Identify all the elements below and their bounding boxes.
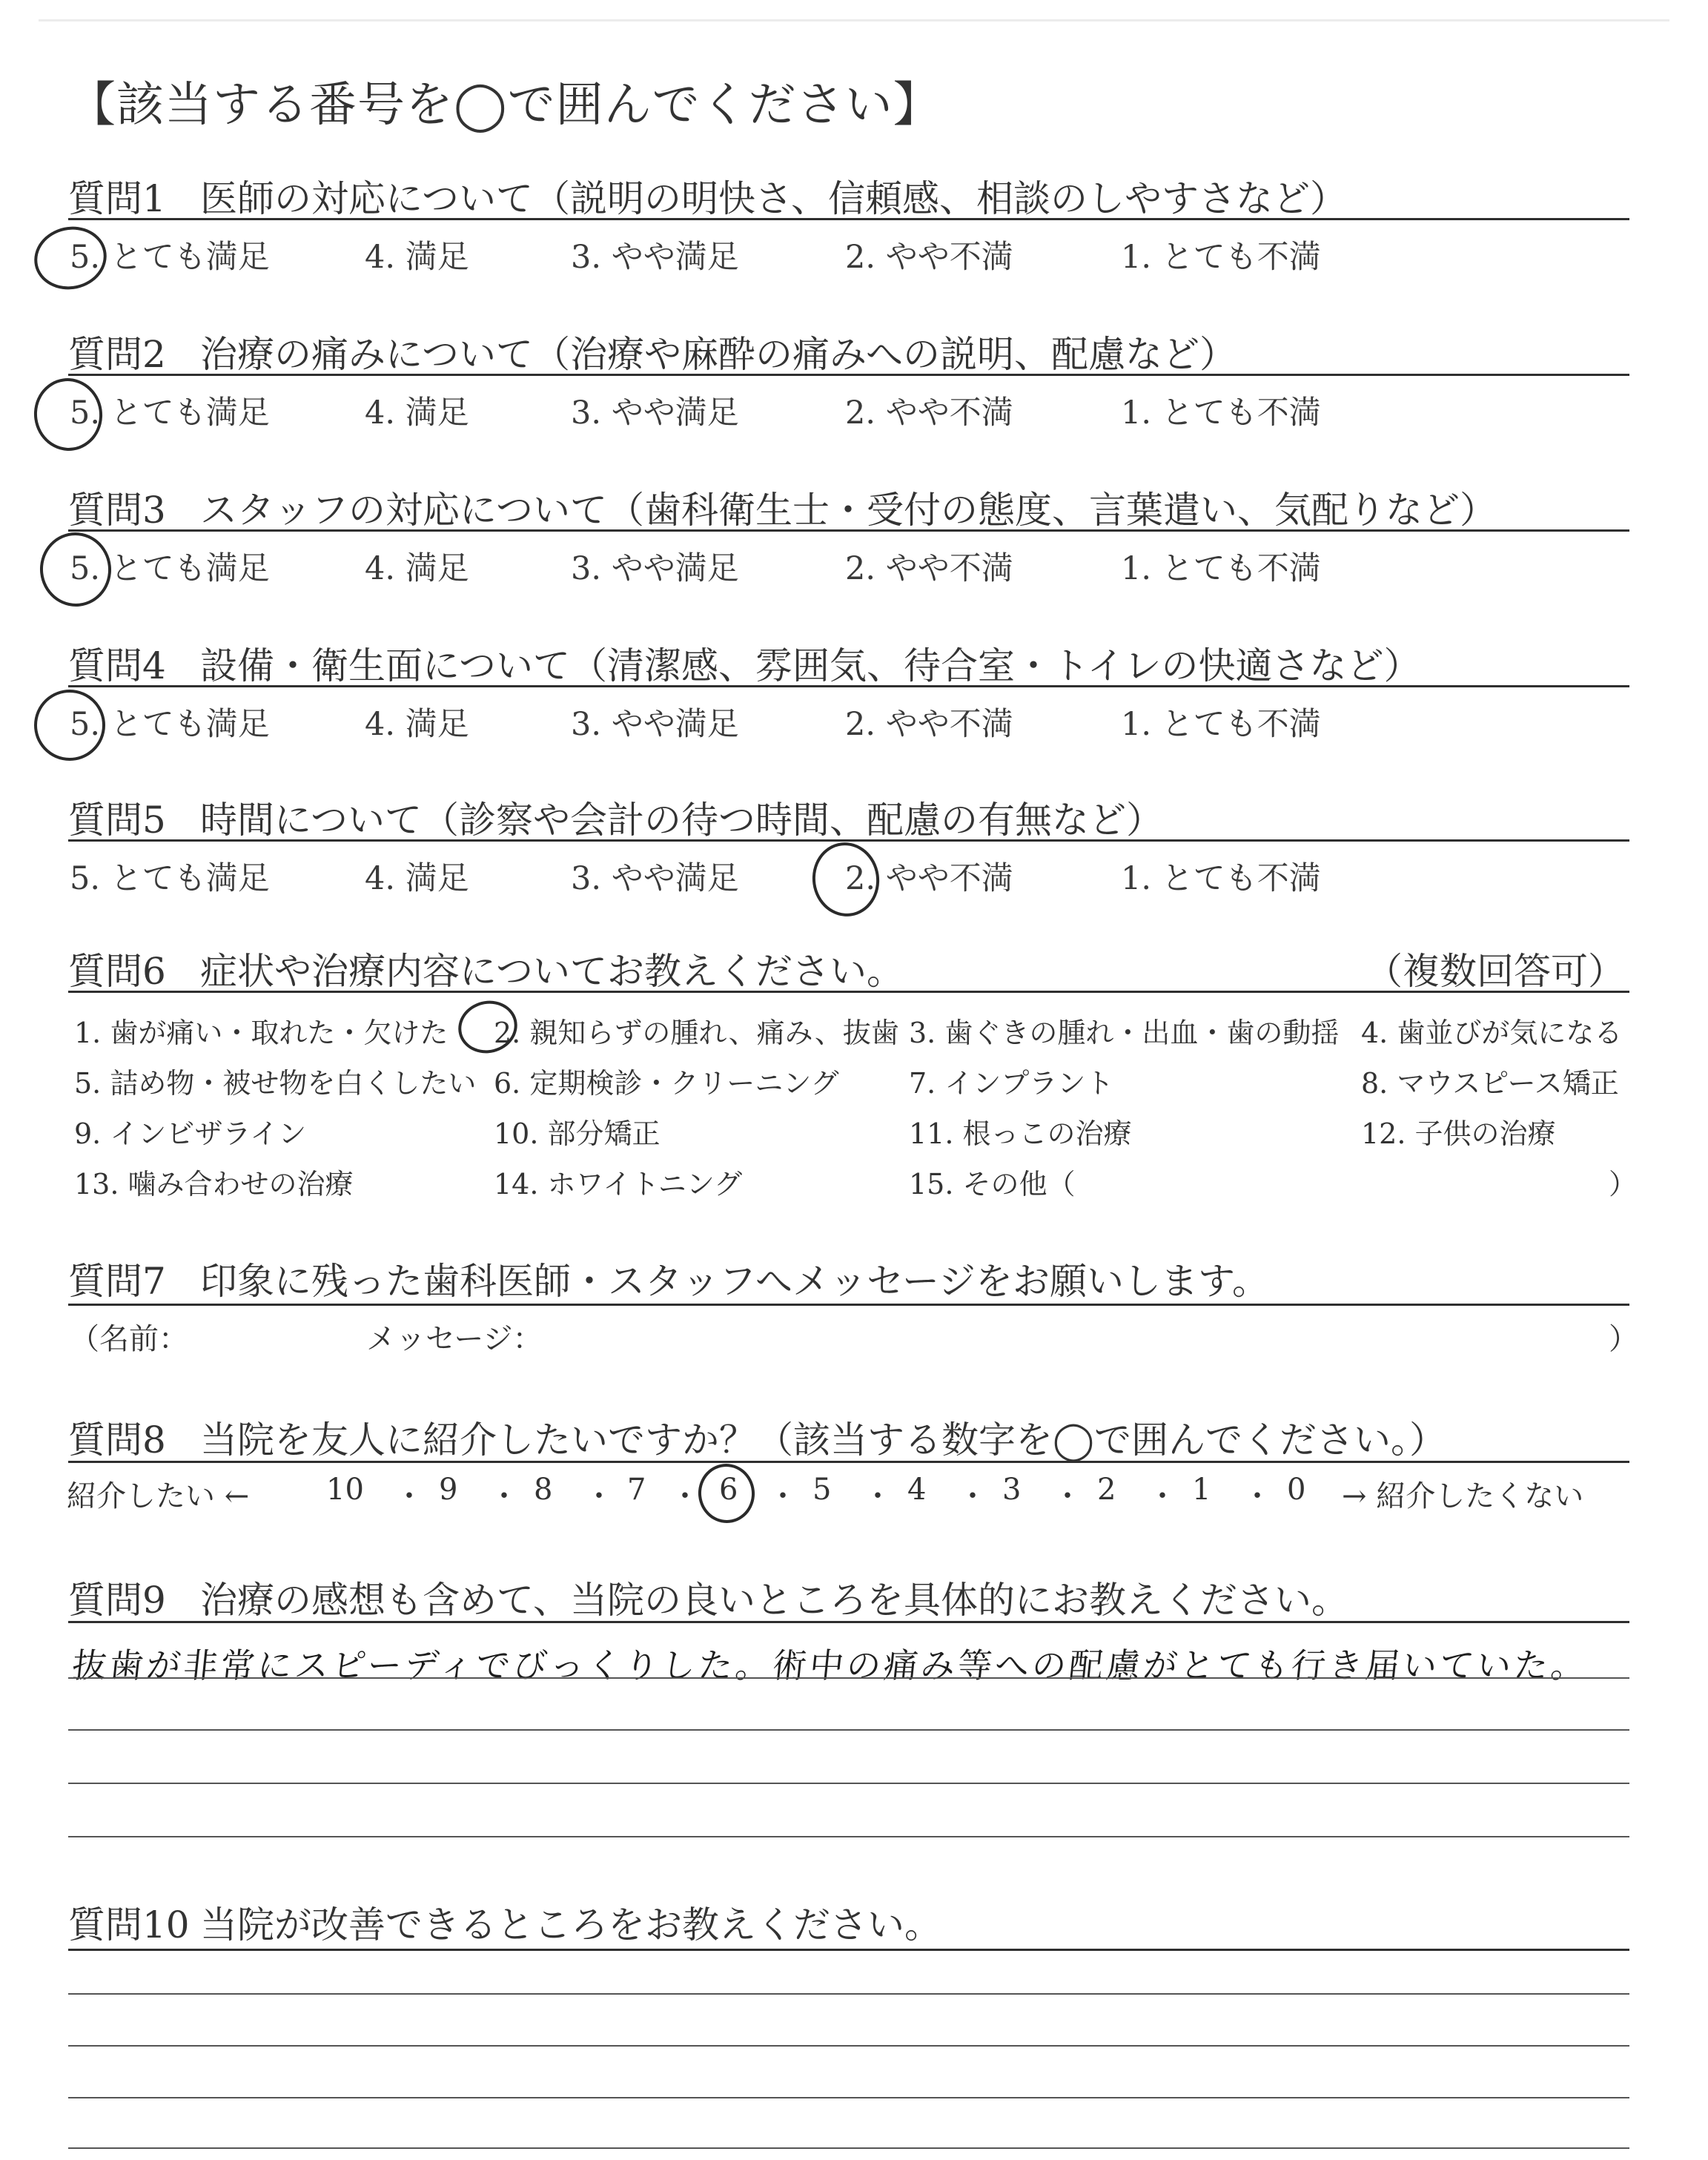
symptom-option-1[interactable]: 1. 歯が痛い・取れた・欠けた	[74, 1017, 448, 1049]
scale-option-8[interactable]: 8	[534, 1473, 553, 1507]
scale-option-1[interactable]: 1	[1192, 1473, 1211, 1507]
option-2[interactable]: 2. やや不満	[845, 239, 1013, 276]
question-number: 質問9	[68, 1579, 166, 1622]
question-rule	[68, 374, 1629, 376]
recommend-left-label: 紹介したい ←	[67, 1479, 250, 1513]
question-text: 症状や治療内容についてお教えください。	[200, 950, 904, 993]
answer-line	[68, 1677, 1629, 1679]
scale-separator: ・	[584, 1479, 614, 1513]
top-border	[39, 19, 1669, 22]
symptom-option-5[interactable]: 5. 詰め物・被せ物を白くしたい	[74, 1067, 477, 1100]
scale-option-7[interactable]: 7	[627, 1473, 646, 1507]
scale-separator: ・	[768, 1479, 798, 1513]
option-3[interactable]: 3. やや満足	[571, 860, 739, 897]
option-4[interactable]: 4. 満足	[365, 550, 469, 587]
option-3[interactable]: 3. やや満足	[571, 706, 739, 743]
answer-line	[68, 2147, 1629, 2149]
answer-line	[68, 2045, 1629, 2047]
symptom-option-12[interactable]: 12. 子供の治療	[1361, 1117, 1556, 1150]
symptom-option-13[interactable]: 13. 噛み合わせの治療	[74, 1168, 354, 1200]
option-4[interactable]: 4. 満足	[365, 860, 469, 897]
message-close-paren: ）	[1609, 1322, 1638, 1356]
question-number: 質問8	[68, 1418, 166, 1462]
selection-circle-mark	[807, 838, 884, 921]
option-1[interactable]: 1. とても不満	[1121, 860, 1321, 897]
scale-separator: ・	[863, 1479, 893, 1513]
scale-separator: ・	[489, 1479, 519, 1513]
question-text: 設備・衛生面について（清潔感、雰囲気、待合室・トイレの快適さなど）	[200, 644, 1421, 687]
question-rule	[68, 1304, 1629, 1306]
scale-option-4[interactable]: 4	[907, 1473, 927, 1507]
symptom-option-3[interactable]: 3. 歯ぐきの腫れ・出血・歯の動揺	[909, 1017, 1340, 1049]
answer-line	[68, 1836, 1629, 1837]
handwritten-answer: 抜歯が非常にスピーディでびっくりした。術中の痛み等への配慮がとても行き届いていた。	[70, 1645, 1591, 1685]
option-2[interactable]: 2. やや不満	[845, 860, 1013, 897]
option-3[interactable]: 3. やや満足	[571, 239, 739, 276]
scale-separator: ・	[1148, 1479, 1177, 1513]
symptom-option-7[interactable]: 7. インプラント	[909, 1067, 1114, 1100]
option-1[interactable]: 1. とても不満	[1121, 394, 1321, 432]
question-number: 質問1	[68, 177, 166, 220]
scale-option-10[interactable]: 10	[326, 1473, 364, 1507]
scale-separator: ・	[1053, 1479, 1082, 1513]
question-rule	[68, 1949, 1629, 1951]
option-4[interactable]: 4. 満足	[365, 394, 469, 432]
question-text: 印象に残った歯科医師・スタッフへメッセージをお願いします。	[200, 1260, 1269, 1303]
scale-option-3[interactable]: 3	[1002, 1473, 1022, 1507]
scale-separator: ・	[958, 1479, 987, 1513]
scale-option-0[interactable]: 0	[1287, 1473, 1306, 1507]
question-rule	[68, 218, 1629, 220]
scale-option-6[interactable]: 6	[719, 1473, 738, 1507]
symptom-option-4[interactable]: 4. 歯並びが気になる	[1361, 1017, 1623, 1049]
option-5[interactable]: 5. とても満足	[70, 550, 270, 587]
question-text: 当院を友人に紹介したいですか？（該当する数字を◯で囲んでください。）	[200, 1418, 1446, 1462]
option-5[interactable]: 5. とても満足	[70, 239, 270, 276]
question-number: 質問7	[68, 1260, 166, 1303]
message-label: メッセージ：	[366, 1322, 543, 1356]
symptom-option-6[interactable]: 6. 定期検診・クリーニング	[494, 1067, 839, 1100]
option-1[interactable]: 1. とても不満	[1121, 239, 1321, 276]
symptom-option-10[interactable]: 10. 部分矯正	[494, 1117, 661, 1150]
symptom-option-9[interactable]: 9. インビザライン	[74, 1117, 307, 1150]
option-5[interactable]: 5. とても満足	[70, 394, 270, 432]
question-rule	[68, 839, 1629, 842]
option-1[interactable]: 1. とても不満	[1121, 550, 1321, 587]
question-rule	[68, 685, 1629, 687]
question-text: スタッフの対応について（歯科衛生士・受付の態度、言葉遣い、気配りなど）	[200, 489, 1497, 532]
symptom-option-8[interactable]: 8. マウスピース矯正	[1361, 1067, 1619, 1100]
symptom-option-15[interactable]: 15. その他（	[909, 1168, 1076, 1200]
option-3[interactable]: 3. やや満足	[571, 550, 739, 587]
option-2[interactable]: 2. やや不満	[845, 706, 1013, 743]
answer-line	[68, 1993, 1629, 1995]
question-text: 医師の対応について（説明の明快さ、信頼感、相談のしやすさなど）	[200, 177, 1347, 220]
option-4[interactable]: 4. 満足	[365, 239, 469, 276]
symptom-option-2[interactable]: 2. 親知らずの腫れ、痛み、抜歯	[494, 1017, 899, 1049]
scale-separator: ・	[394, 1479, 424, 1513]
question-rule	[68, 1461, 1629, 1463]
question-text: 治療の痛みについて（治療や麻酔の痛みへの説明、配慮など）	[200, 333, 1237, 376]
question-number: 質問10	[68, 1903, 190, 1946]
other-close-paren: ）	[1609, 1168, 1638, 1200]
scale-separator: ・	[670, 1479, 700, 1513]
option-5[interactable]: 5. とても満足	[70, 706, 270, 743]
option-1[interactable]: 1. とても不満	[1121, 706, 1321, 743]
option-5[interactable]: 5. とても満足	[70, 860, 270, 897]
question-rule	[68, 529, 1629, 532]
question-number: 質問3	[68, 489, 166, 532]
page-title: 【該当する番号を◯で囲んでください】	[68, 78, 941, 133]
recommend-right-label: → 紹介したくない	[1342, 1479, 1584, 1513]
option-3[interactable]: 3. やや満足	[571, 394, 739, 432]
name-label: （名前：	[70, 1322, 188, 1356]
option-2[interactable]: 2. やや不満	[845, 550, 1013, 587]
question-number: 質問2	[68, 333, 166, 376]
symptom-option-11[interactable]: 11. 根っこの治療	[909, 1117, 1132, 1150]
question-number: 質問5	[68, 799, 166, 842]
option-4[interactable]: 4. 満足	[365, 706, 469, 743]
selection-circle-mark	[30, 374, 107, 455]
question-text: 治療の感想も含めて、当院の良いところを具体的にお教えください。	[200, 1579, 1348, 1622]
selection-circle-mark	[695, 1461, 758, 1526]
scale-option-2[interactable]: 2	[1097, 1473, 1116, 1507]
question-text: 当院が改善できるところをお教えください。	[200, 1903, 941, 1946]
answer-line	[68, 1729, 1629, 1731]
question-rule	[68, 991, 1629, 993]
answer-line	[68, 1783, 1629, 1784]
selection-circle-mark	[28, 684, 110, 766]
selection-circle-mark	[36, 529, 115, 610]
question-number: 質問4	[68, 644, 166, 687]
option-2[interactable]: 2. やや不満	[845, 394, 1013, 432]
multiple-answers-note: （複数回答可）	[1366, 950, 1625, 993]
question-text: 時間について（診察や会計の待つ時間、配慮の有無など）	[200, 799, 1163, 842]
symptom-option-14[interactable]: 14. ホワイトニング	[494, 1168, 743, 1200]
scale-separator: ・	[1242, 1479, 1272, 1513]
scale-option-9[interactable]: 9	[439, 1473, 458, 1507]
answer-line	[68, 2097, 1629, 2098]
scale-option-5[interactable]: 5	[812, 1473, 832, 1507]
question-rule	[68, 1621, 1629, 1623]
question-number: 質問6	[68, 950, 166, 993]
